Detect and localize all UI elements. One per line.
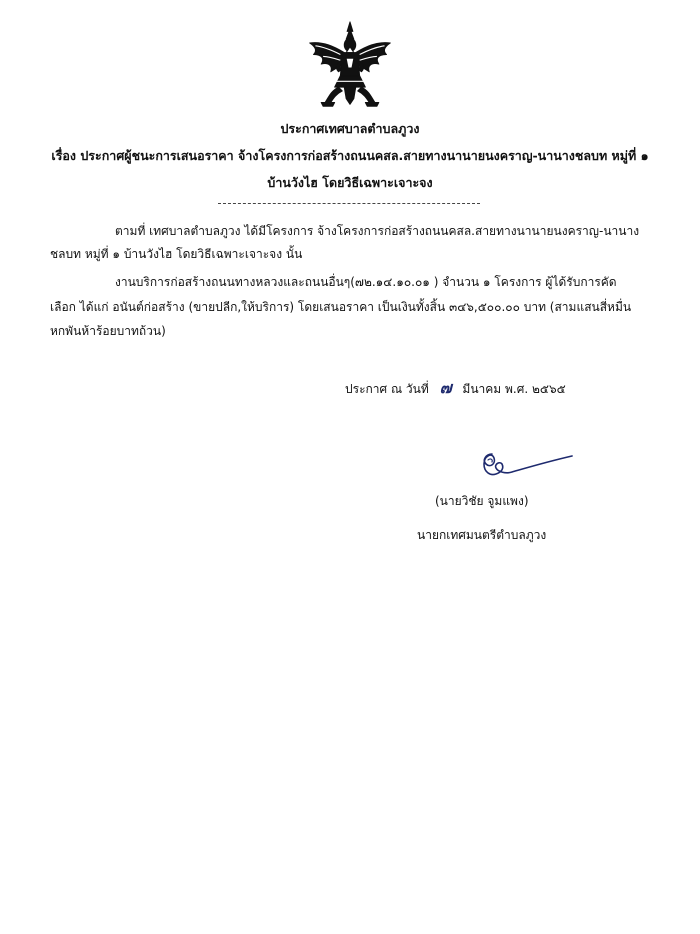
body-paragraph-1-line-2: ชลบท หมู่ที่ ๑ บ้านวังไฮ โดยวิธีเฉพาะเจาะจง นั้น xyxy=(50,247,303,261)
body-paragraph-2-line-2: เลือก ได้แก่ อนันต์ก่อสร้าง (ขายปลีก,ให้บริการ) โดยเสนอราคา เป็นเงินทั้งสิ้น ๓๔๖,๕๐๐.๐๐ บาท (สามแสนสี่หมื่น xyxy=(50,300,632,314)
signatory-name: (นายวิชัย จูมแพง) xyxy=(435,494,529,508)
announcement-subject: เรื่อง ประกาศผู้ชนะการเสนอราคา จ้างโครงการก่อสร้างถนนคสล.สายทางนานายนงคราญ-นานางชลบท หมู่ที่ ๑ xyxy=(51,148,649,163)
body-paragraph-2-line-1: งานบริการก่อสร้างถนนทางหลวงและถนนอื่นๆ(๗๒.๑๔.๑๐.๐๑ ) จำนวน ๑ โครงการ ผู้ได้รับการคัด xyxy=(115,275,617,289)
announcement-subject-continued: บ้านวังไฮ โดยวิธีเฉพาะเจาะจง xyxy=(267,175,433,190)
announcement-heading: ประกาศเทศบาลตำบลภูวง xyxy=(280,121,420,136)
date-day-handwritten: ๗ xyxy=(439,378,452,397)
announcement-date xyxy=(345,379,566,398)
signatory-position: นายกเทศมนตรีตำบลภูวง xyxy=(417,528,547,542)
body-paragraph-1-line-1: ตามที่ เทศบาลตำบลภูวง ได้มีโครงการ จ้างโครงการก่อสร้างถนนคสล.สายทางนานายนงคราญ-นานาง xyxy=(115,224,640,238)
handwritten-signature xyxy=(476,448,576,484)
date-suffix: มีนาคม พ.ศ. ๒๕๖๕ xyxy=(462,382,566,396)
separator-line xyxy=(218,203,480,204)
body-paragraph-2-line-3: หกพันห้าร้อยบาทถ้วน) xyxy=(50,324,166,338)
garuda-emblem-icon xyxy=(302,18,398,114)
date-prefix: ประกาศ ณ วันที่ xyxy=(345,382,429,396)
